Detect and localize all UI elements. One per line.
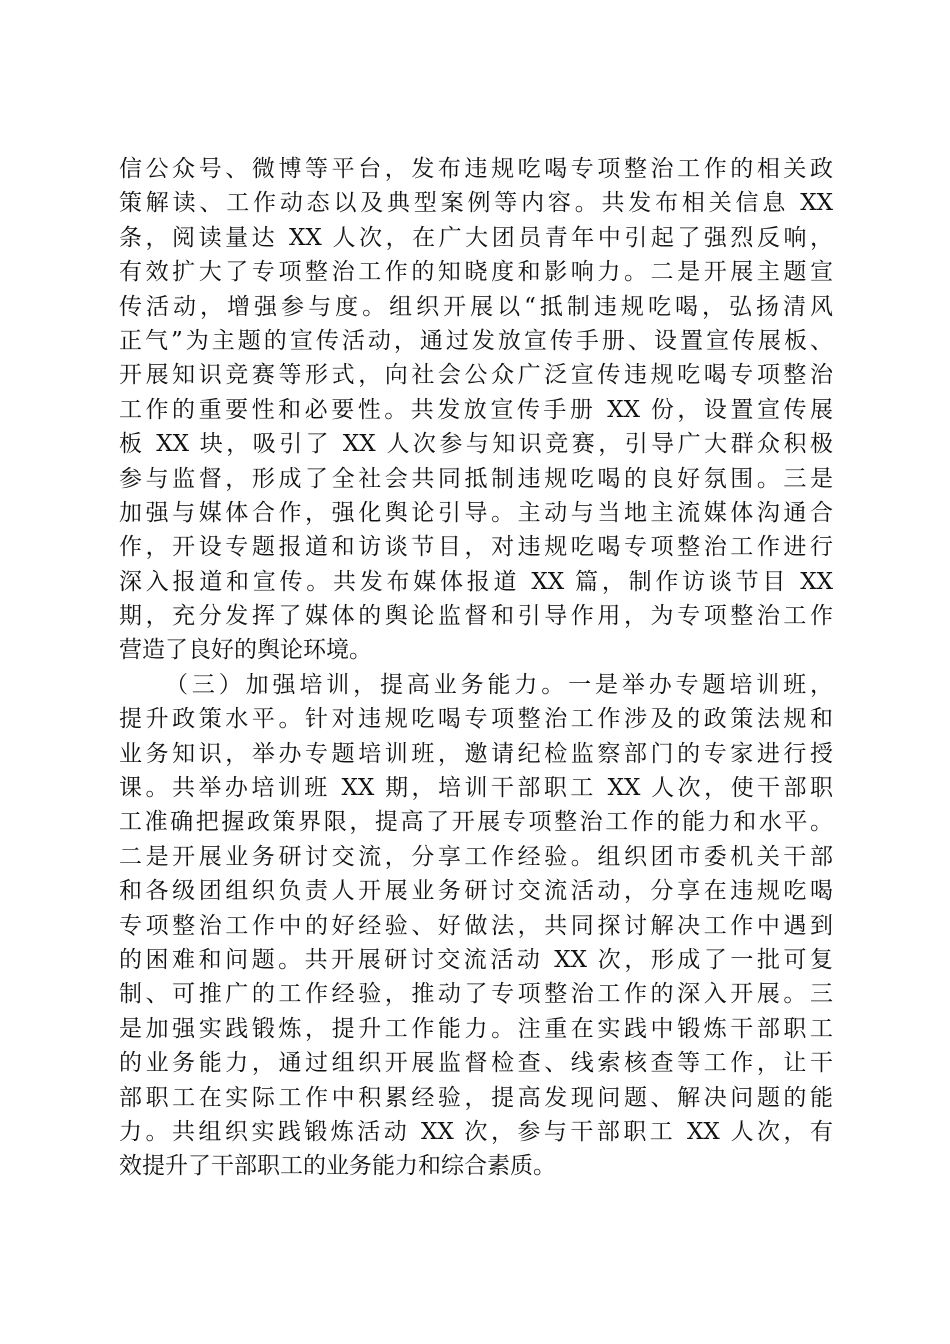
text-line: 传活动，增强参与度。组织开展以“抵制违规吃喝，弘扬清风 (119, 293, 833, 320)
text-line: 效提升了干部职工的业务能力和综合素质。 (119, 1153, 556, 1180)
text-line: 加强与媒体合作，强化舆论引导。主动与当地主流媒体沟通合 (119, 499, 833, 526)
text-line: 工准确把握政策界限，提高了开展专项整治工作的能力和水平。 (119, 809, 833, 836)
text-line: 的困难和问题。共开展研讨交流活动 XX 次，形成了一批可复 (119, 946, 833, 973)
section-heading-line: （三）加强培训，提高业务能力。一是举办专题培训班， (165, 671, 833, 698)
text-line: 部职工在实际工作中积累经验，提高发现问题、解决问题的能 (119, 1084, 833, 1111)
text-line: 期，充分发挥了媒体的舆论监督和引导作用，为专项整治工作 (119, 603, 833, 630)
document-body (119, 152, 833, 1184)
text-line: 和各级团组织负责人开展业务研讨交流活动，分享在违规吃喝 (119, 878, 833, 905)
text-line: 策解读、工作动态以及典型案例等内容。共发布相关信息 XX (119, 190, 833, 217)
text-line: 条，阅读量达 XX 人次，在广大团员青年中引起了强烈反响， (119, 224, 833, 251)
text-line: 课。共举办培训班 XX 期，培训干部职工 XX 人次，使干部职 (119, 775, 833, 802)
text-line: 参与监督，形成了全社会共同抵制违规吃喝的良好氛围。三是 (119, 465, 833, 492)
paragraph-publicity (119, 152, 833, 668)
paragraph-training (119, 668, 833, 1184)
text-line: 正气”为主题的宣传活动，通过发放宣传手册、设置宣传展板、 (119, 327, 833, 354)
text-line: 力。共组织实践锻炼活动 XX 次，参与干部职工 XX 人次，有 (119, 1118, 833, 1145)
text-line: 专项整治工作中的好经验、好做法，共同探讨解决工作中遇到 (119, 912, 833, 939)
text-line: 营造了良好的舆论环境。 (119, 637, 372, 664)
text-line: 提升政策水平。针对违规吃喝专项整治工作涉及的政策法规和 (119, 706, 833, 733)
text-line: 有效扩大了专项整治工作的知晓度和影响力。二是开展主题宣 (119, 259, 833, 286)
text-line: 二是开展业务研讨交流，分享工作经验。组织团市委机关干部 (119, 843, 833, 870)
text-line: 信公众号、微博等平台，发布违规吃喝专项整治工作的相关政 (119, 156, 833, 182)
text-line: 工作的重要性和必要性。共发放宣传手册 XX 份，设置宣传展 (119, 396, 833, 423)
text-line: 业务知识，举办专题培训班，邀请纪检监察部门的专家进行授 (119, 740, 833, 767)
text-line: 的业务能力，通过组织开展监督检查、线索核查等工作，让干 (119, 1050, 833, 1077)
text-line: 板 XX 块，吸引了 XX 人次参与知识竞赛，引导广大群众积极 (119, 431, 833, 458)
text-line: 是加强实践锻炼，提升工作能力。注重在实践中锻炼干部职工 (119, 1015, 833, 1042)
text-line: 深入报道和宣传。共发布媒体报道 XX 篇，制作访谈节目 XX (119, 568, 833, 595)
text-line: 开展知识竞赛等形式，向社会公众广泛宣传违规吃喝专项整治 (119, 362, 833, 389)
text-line: 作，开设专题报道和访谈节目，对违规吃喝专项整治工作进行 (119, 534, 833, 561)
text-line: 制、可推广的工作经验，推动了专项整治工作的深入开展。三 (119, 981, 833, 1008)
